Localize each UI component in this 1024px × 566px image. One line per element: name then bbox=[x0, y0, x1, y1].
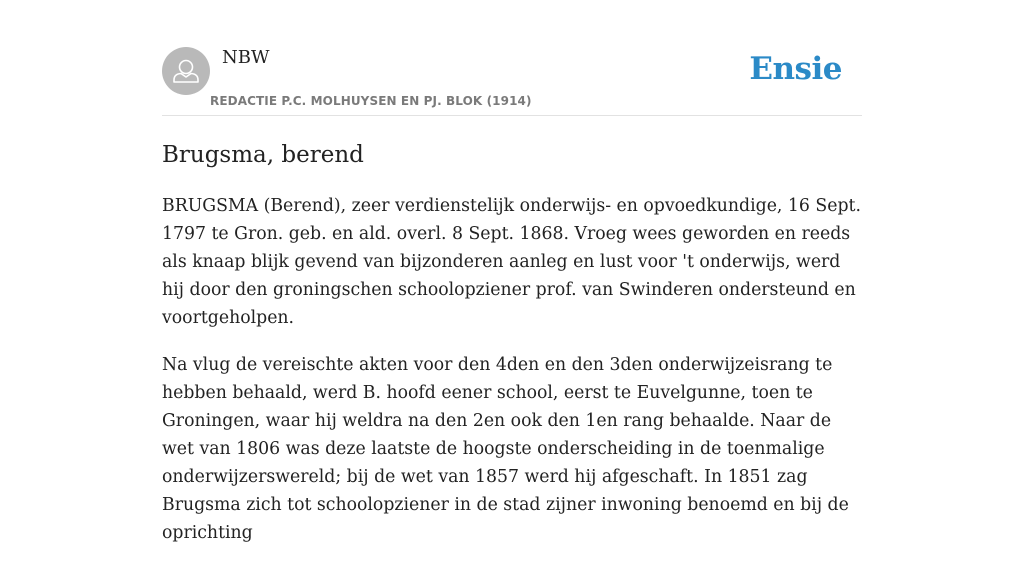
article-header bbox=[162, 0, 862, 116]
brand-logo[interactable]: Ensie bbox=[749, 51, 842, 87]
article-body bbox=[162, 192, 862, 566]
source-subtitle: REDACTIE P.C. MOLHUYSEN EN PJ. BLOK (1914) bbox=[210, 94, 532, 108]
user-icon bbox=[162, 47, 210, 95]
article-title: Brugsma, berend bbox=[162, 142, 364, 168]
article-paragraph-1: BRUGSMA (Berend), zeer verdienstelijk onderwijs- en opvoedkundige, 16 Sept. 1797 te Gron. geb. en ald. overl. 8 Sept. 1868. Vroeg wees geworden en reeds als knaap blijk gevend van bijzonderen aanleg en lust voor 't onderwijs, werd hij door den groningschen schoolopziener prof. van Swinderen ondersteund en voortgeholpen. bbox=[162, 196, 861, 328]
avatar[interactable] bbox=[162, 47, 210, 95]
source-name[interactable]: NBW bbox=[222, 47, 270, 68]
article-paragraph-2: Na vlug de vereischte akten voor den 4den en den 3den onderwijzeisrang te hebben behaald, werd B. hoofd eener school, eerst te Euvelgunne, toen te Groningen, waar hij weldra na den 2en ook den 1en rang behaalde. Naar de wet van 1806 was deze laatste de hoogste onderscheiding in de toenmalige onderwijzerswereld; bij de wet van 1857 werd hij afgeschaft. In 1851 zag Brugsma zich tot schoolopziener in de stad zijner inwoning benoemd en bij de oprichting bbox=[162, 355, 849, 543]
content-container bbox=[162, 0, 862, 543]
